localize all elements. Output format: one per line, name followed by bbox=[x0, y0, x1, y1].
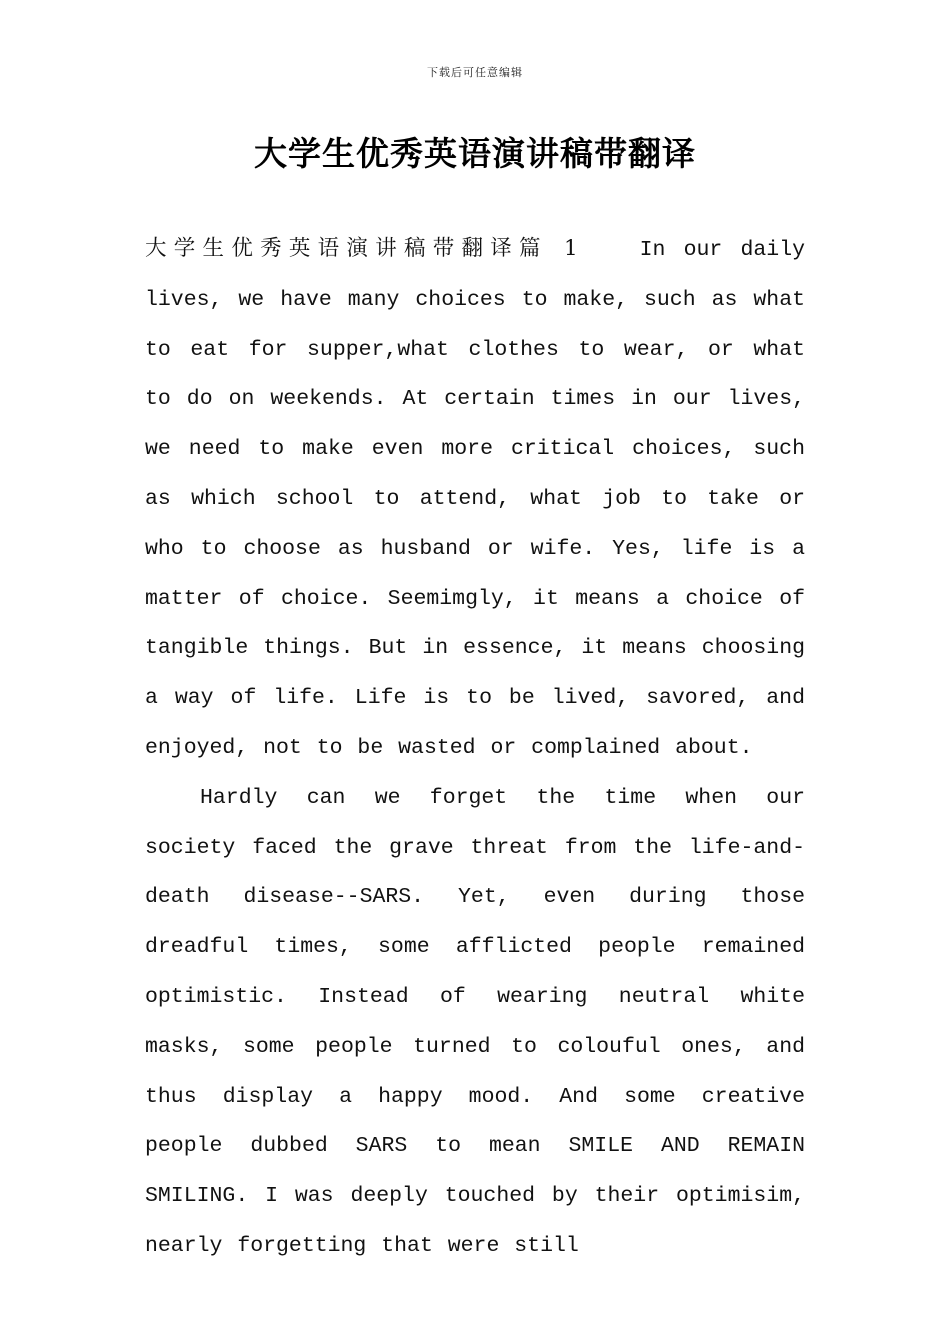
page-header-note: 下载后可任意编辑 bbox=[427, 66, 523, 79]
paragraph-1-text: In our daily lives, we have many choices to make, such as what to eat for supper,what clothes to wear, or what to do on weekends. At certain times in our lives, we need to make even more critical choices, such as which school to attend, what job to take or who to choose as husband or wife. Yes, life is a matter of choice. Seemimgly, it means a choice of tangible things. But in essence, it means choosing a way of life. Life is to be lived, savored, and enjoyed, not to be wasted or complained about. bbox=[145, 238, 805, 760]
section-heading: 大学生优秀英语演讲稿带翻译篇 1 bbox=[145, 236, 582, 261]
document-body bbox=[145, 224, 805, 1272]
paragraph-1 bbox=[145, 224, 805, 774]
paragraph-2: Hardly can we forget the time when our society faced the grave threat from the life-and-death disease--SARS. Yet, even during those dreadful times, some afflicted people remained optimistic. Instead of wearing neutral white masks, some people turned to colouful ones, and thus display a happy mood. And some creative people dubbed SARS to mean SMILE AND REMAIN SMILING. I was deeply touched by their optimisim, nearly forgetting that were still bbox=[145, 785, 805, 1258]
document-title: 大学生优秀英语演讲稿带翻译 bbox=[254, 134, 696, 173]
